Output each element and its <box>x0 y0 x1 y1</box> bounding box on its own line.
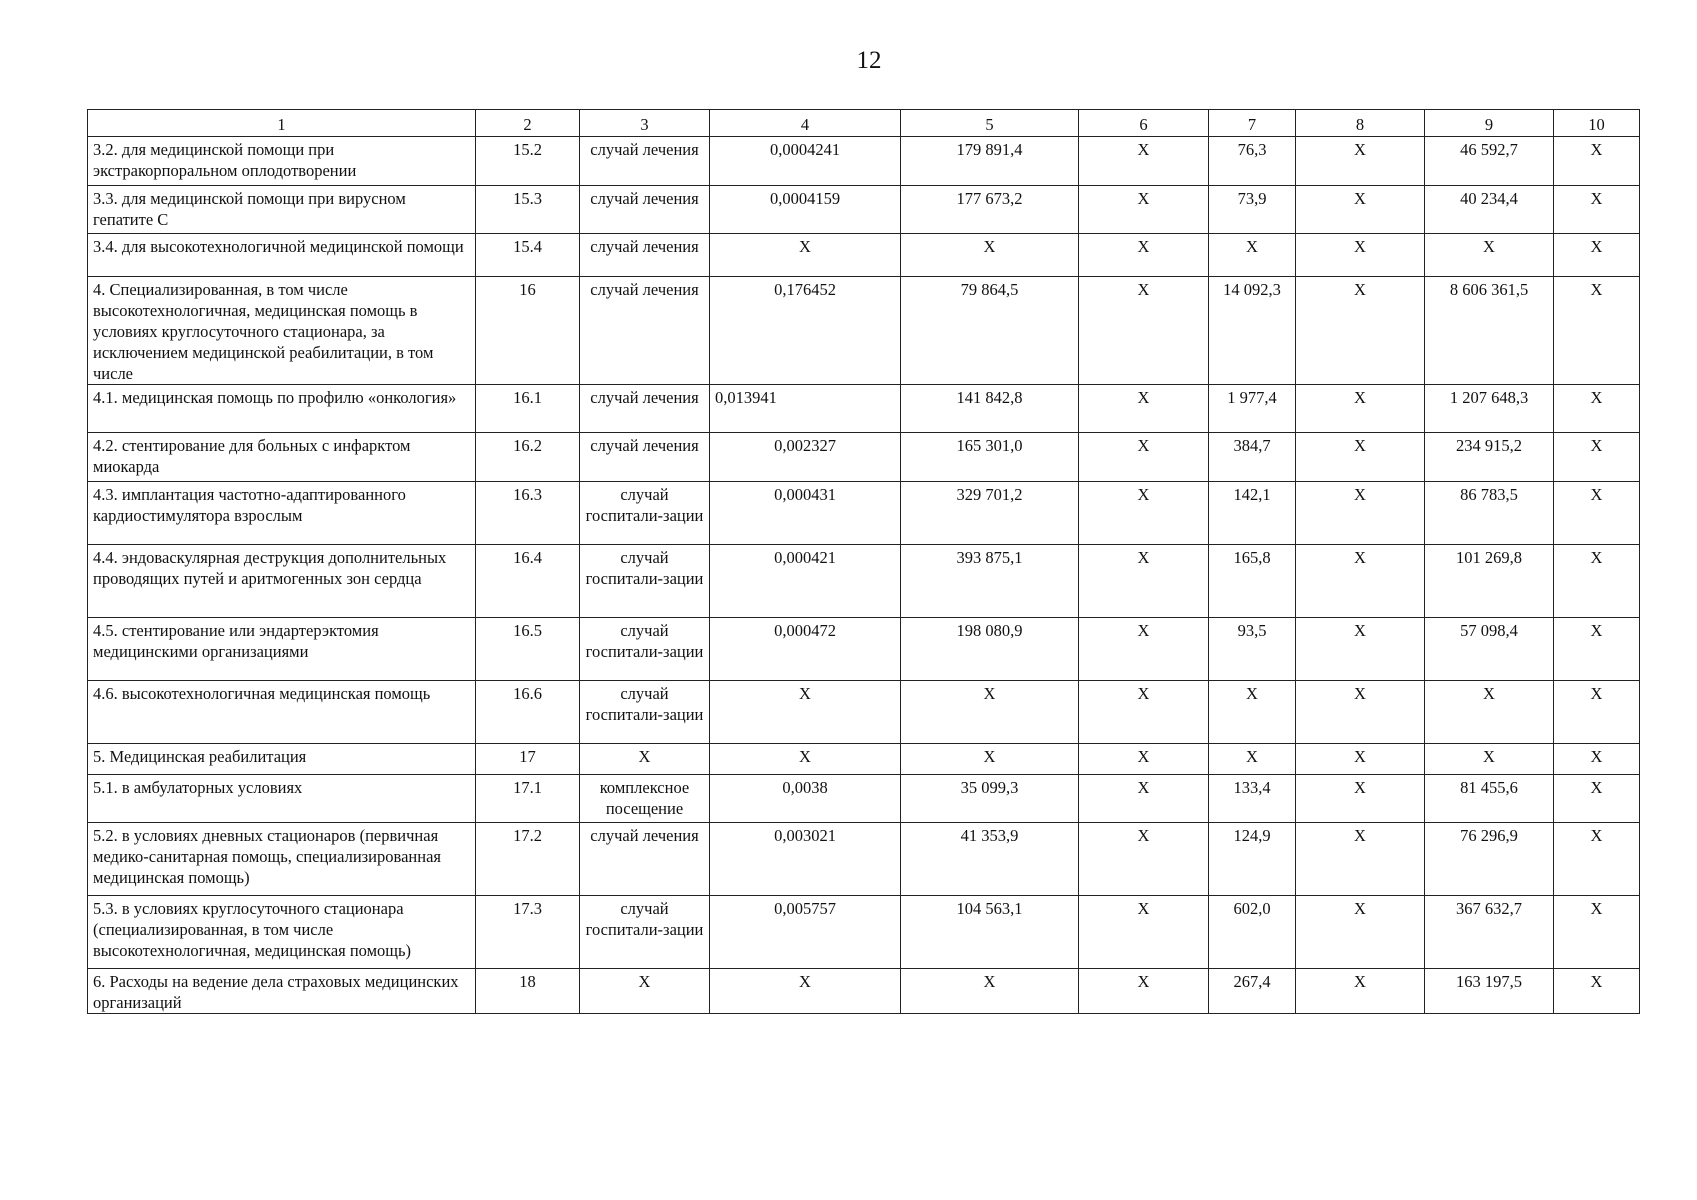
cell-col10: Х <box>1554 277 1640 385</box>
cell-col8: Х <box>1296 823 1425 896</box>
cell-col9: 46 592,7 <box>1425 137 1554 186</box>
cell-col5: 393 875,1 <box>901 545 1079 618</box>
cell-col4: 0,003021 <box>710 823 901 896</box>
cell-col6: Х <box>1079 385 1209 433</box>
row-name: 6. Расходы на ведение дела страховых медицинских организаций <box>88 969 476 1014</box>
cell-col6: Х <box>1079 744 1209 775</box>
table-row <box>88 545 1640 618</box>
row-name: 5. Медицинская реабилитация <box>88 744 476 775</box>
cell-col5: 35 099,3 <box>901 775 1079 823</box>
cell-col5: 141 842,8 <box>901 385 1079 433</box>
cell-col6: Х <box>1079 681 1209 744</box>
row-unit: случай лечения <box>580 385 710 433</box>
row-unit: Х <box>580 744 710 775</box>
row-name: 3.4. для высокотехнологичной медицинской помощи <box>88 234 476 277</box>
cell-col9: 101 269,8 <box>1425 545 1554 618</box>
cell-col8: Х <box>1296 433 1425 482</box>
row-code: 16.5 <box>476 618 580 681</box>
cell-col7: 124,9 <box>1209 823 1296 896</box>
cell-col4: Х <box>710 744 901 775</box>
cell-col6: Х <box>1079 137 1209 186</box>
row-unit: случай госпитали-зации <box>580 545 710 618</box>
cell-col9: 86 783,5 <box>1425 482 1554 545</box>
table-row <box>88 744 1640 775</box>
cell-col5: 41 353,9 <box>901 823 1079 896</box>
cell-col5: 104 563,1 <box>901 896 1079 969</box>
cell-col9: 1 207 648,3 <box>1425 385 1554 433</box>
row-code: 17 <box>476 744 580 775</box>
cell-col9: Х <box>1425 681 1554 744</box>
cell-col10: Х <box>1554 545 1640 618</box>
cell-col6: Х <box>1079 545 1209 618</box>
cell-col5: Х <box>901 969 1079 1014</box>
cell-col6: Х <box>1079 896 1209 969</box>
cell-col10: Х <box>1554 385 1640 433</box>
cell-col9: 234 915,2 <box>1425 433 1554 482</box>
cell-col9: Х <box>1425 744 1554 775</box>
cell-col4: 0,002327 <box>710 433 901 482</box>
row-name: 4.3. имплантация частотно-адаптированного кардиостимулятора взрослым <box>88 482 476 545</box>
cell-col9: 57 098,4 <box>1425 618 1554 681</box>
cell-col7: 267,4 <box>1209 969 1296 1014</box>
cell-col6: Х <box>1079 277 1209 385</box>
cell-col7: 14 092,3 <box>1209 277 1296 385</box>
table-row <box>88 277 1640 385</box>
table-row <box>88 823 1640 896</box>
data-table <box>87 109 1640 1014</box>
cell-col8: Х <box>1296 618 1425 681</box>
cell-col4: 0,013941 <box>710 385 901 433</box>
cell-col7: 133,4 <box>1209 775 1296 823</box>
cell-col4: 0,000472 <box>710 618 901 681</box>
row-code: 16.1 <box>476 385 580 433</box>
cell-col5: 177 673,2 <box>901 186 1079 234</box>
cell-col7: Х <box>1209 744 1296 775</box>
cell-col10: Х <box>1554 186 1640 234</box>
column-header: 8 <box>1296 110 1425 137</box>
cell-col6: Х <box>1079 775 1209 823</box>
row-unit: комплексное посещение <box>580 775 710 823</box>
row-unit: случай лечения <box>580 186 710 234</box>
table-body <box>88 137 1640 1014</box>
table-row <box>88 969 1640 1014</box>
table-row <box>88 482 1640 545</box>
row-code: 15.2 <box>476 137 580 186</box>
column-number-row <box>88 110 1640 137</box>
row-unit: случай лечения <box>580 433 710 482</box>
cell-col6: Х <box>1079 433 1209 482</box>
cell-col7: 93,5 <box>1209 618 1296 681</box>
row-code: 15.4 <box>476 234 580 277</box>
cell-col8: Х <box>1296 775 1425 823</box>
table-row <box>88 186 1640 234</box>
row-unit: случай лечения <box>580 823 710 896</box>
cell-col5: 329 701,2 <box>901 482 1079 545</box>
cell-col4: Х <box>710 234 901 277</box>
cell-col5: Х <box>901 744 1079 775</box>
row-name: 4.1. медицинская помощь по профилю «онкология» <box>88 385 476 433</box>
column-header: 2 <box>476 110 580 137</box>
row-name: 3.3. для медицинской помощи при вирусном гепатите С <box>88 186 476 234</box>
cell-col7: 602,0 <box>1209 896 1296 969</box>
cell-col8: Х <box>1296 681 1425 744</box>
row-unit: случай госпитали-зации <box>580 618 710 681</box>
cell-col9: 163 197,5 <box>1425 969 1554 1014</box>
row-unit: Х <box>580 969 710 1014</box>
cell-col4: 0,000431 <box>710 482 901 545</box>
cell-col4: Х <box>710 681 901 744</box>
table-row <box>88 896 1640 969</box>
row-code: 16.2 <box>476 433 580 482</box>
row-name: 3.2. для медицинской помощи при экстракорпоральном оплодотворении <box>88 137 476 186</box>
cell-col9: 40 234,4 <box>1425 186 1554 234</box>
row-unit: случай лечения <box>580 137 710 186</box>
row-code: 18 <box>476 969 580 1014</box>
cell-col8: Х <box>1296 896 1425 969</box>
cell-col5: 179 891,4 <box>901 137 1079 186</box>
cell-col8: Х <box>1296 545 1425 618</box>
table-row <box>88 775 1640 823</box>
cell-col8: Х <box>1296 482 1425 545</box>
cell-col4: 0,000421 <box>710 545 901 618</box>
cell-col7: 1 977,4 <box>1209 385 1296 433</box>
cell-col6: Х <box>1079 823 1209 896</box>
row-unit: случай госпитали-зации <box>580 896 710 969</box>
row-name: 4.4. эндоваскулярная деструкция дополнительных проводящих путей и аритмогенных зон сердца <box>88 545 476 618</box>
cell-col7: Х <box>1209 681 1296 744</box>
row-unit: случай госпитали-зации <box>580 681 710 744</box>
row-code: 16.4 <box>476 545 580 618</box>
cell-col8: Х <box>1296 277 1425 385</box>
column-header: 6 <box>1079 110 1209 137</box>
cell-col10: Х <box>1554 618 1640 681</box>
cell-col10: Х <box>1554 744 1640 775</box>
cell-col7: 142,1 <box>1209 482 1296 545</box>
cell-col7: 73,9 <box>1209 186 1296 234</box>
cell-col10: Х <box>1554 969 1640 1014</box>
row-unit: случай лечения <box>580 234 710 277</box>
cell-col10: Х <box>1554 681 1640 744</box>
cell-col6: Х <box>1079 618 1209 681</box>
cell-col9: 76 296,9 <box>1425 823 1554 896</box>
cell-col10: Х <box>1554 137 1640 186</box>
cell-col10: Х <box>1554 896 1640 969</box>
cell-col10: Х <box>1554 433 1640 482</box>
cell-col6: Х <box>1079 234 1209 277</box>
cell-col10: Х <box>1554 234 1640 277</box>
cell-col8: Х <box>1296 234 1425 277</box>
cell-col8: Х <box>1296 969 1425 1014</box>
cell-col9: Х <box>1425 234 1554 277</box>
cell-col4: 0,176452 <box>710 277 901 385</box>
cell-col7: 76,3 <box>1209 137 1296 186</box>
cell-col10: Х <box>1554 823 1640 896</box>
cell-col4: Х <box>710 969 901 1014</box>
cell-col8: Х <box>1296 186 1425 234</box>
cell-col5: Х <box>901 234 1079 277</box>
cell-col4: 0,0004241 <box>710 137 901 186</box>
cell-col4: 0,0004159 <box>710 186 901 234</box>
cell-col9: 81 455,6 <box>1425 775 1554 823</box>
row-name: 4.6. высокотехнологичная медицинская помощь <box>88 681 476 744</box>
table-row <box>88 618 1640 681</box>
cell-col9: 8 606 361,5 <box>1425 277 1554 385</box>
cell-col10: Х <box>1554 775 1640 823</box>
cell-col7: 165,8 <box>1209 545 1296 618</box>
row-code: 15.3 <box>476 186 580 234</box>
cell-col4: 0,0038 <box>710 775 901 823</box>
cell-col8: Х <box>1296 744 1425 775</box>
cell-col6: Х <box>1079 186 1209 234</box>
cell-col9: 367 632,7 <box>1425 896 1554 969</box>
column-header: 7 <box>1209 110 1296 137</box>
column-header: 10 <box>1554 110 1640 137</box>
row-code: 16.3 <box>476 482 580 545</box>
row-name: 5.3. в условиях круглосуточного стационара (специализированная, в том числе высокотехнологичная, медицинская помощь) <box>88 896 476 969</box>
cell-col5: 79 864,5 <box>901 277 1079 385</box>
row-name: 4.5. стентирование или эндартерэктомия медицинскими организациями <box>88 618 476 681</box>
row-code: 17.2 <box>476 823 580 896</box>
table-row <box>88 433 1640 482</box>
row-name: 5.1. в амбулаторных условиях <box>88 775 476 823</box>
row-unit: случай госпитали-зации <box>580 482 710 545</box>
column-header: 1 <box>88 110 476 137</box>
row-code: 16 <box>476 277 580 385</box>
cell-col6: Х <box>1079 969 1209 1014</box>
cell-col5: Х <box>901 681 1079 744</box>
column-header: 5 <box>901 110 1079 137</box>
row-name: 4. Специализированная, в том числе высокотехнологичная, медицинская помощь в условиях круглосуточного стационара, за исключением медицинской реабилитации, в том числе <box>88 277 476 385</box>
cell-col10: Х <box>1554 482 1640 545</box>
cell-col8: Х <box>1296 137 1425 186</box>
table-row <box>88 234 1640 277</box>
cell-col8: Х <box>1296 385 1425 433</box>
cell-col5: 165 301,0 <box>901 433 1079 482</box>
column-header: 3 <box>580 110 710 137</box>
page-number: 12 <box>856 47 882 74</box>
table-row <box>88 681 1640 744</box>
column-header: 9 <box>1425 110 1554 137</box>
cell-col4: 0,005757 <box>710 896 901 969</box>
cell-col5: 198 080,9 <box>901 618 1079 681</box>
row-code: 16.6 <box>476 681 580 744</box>
cell-col6: Х <box>1079 482 1209 545</box>
table-row <box>88 137 1640 186</box>
row-code: 17.3 <box>476 896 580 969</box>
row-unit: случай лечения <box>580 277 710 385</box>
cell-col7: 384,7 <box>1209 433 1296 482</box>
row-name: 5.2. в условиях дневных стационаров (первичная медико-санитарная помощь, специализированная медицинская помощь) <box>88 823 476 896</box>
column-header: 4 <box>710 110 901 137</box>
row-name: 4.2. стентирование для больных с инфарктом миокарда <box>88 433 476 482</box>
table-row <box>88 385 1640 433</box>
cell-col7: Х <box>1209 234 1296 277</box>
row-code: 17.1 <box>476 775 580 823</box>
